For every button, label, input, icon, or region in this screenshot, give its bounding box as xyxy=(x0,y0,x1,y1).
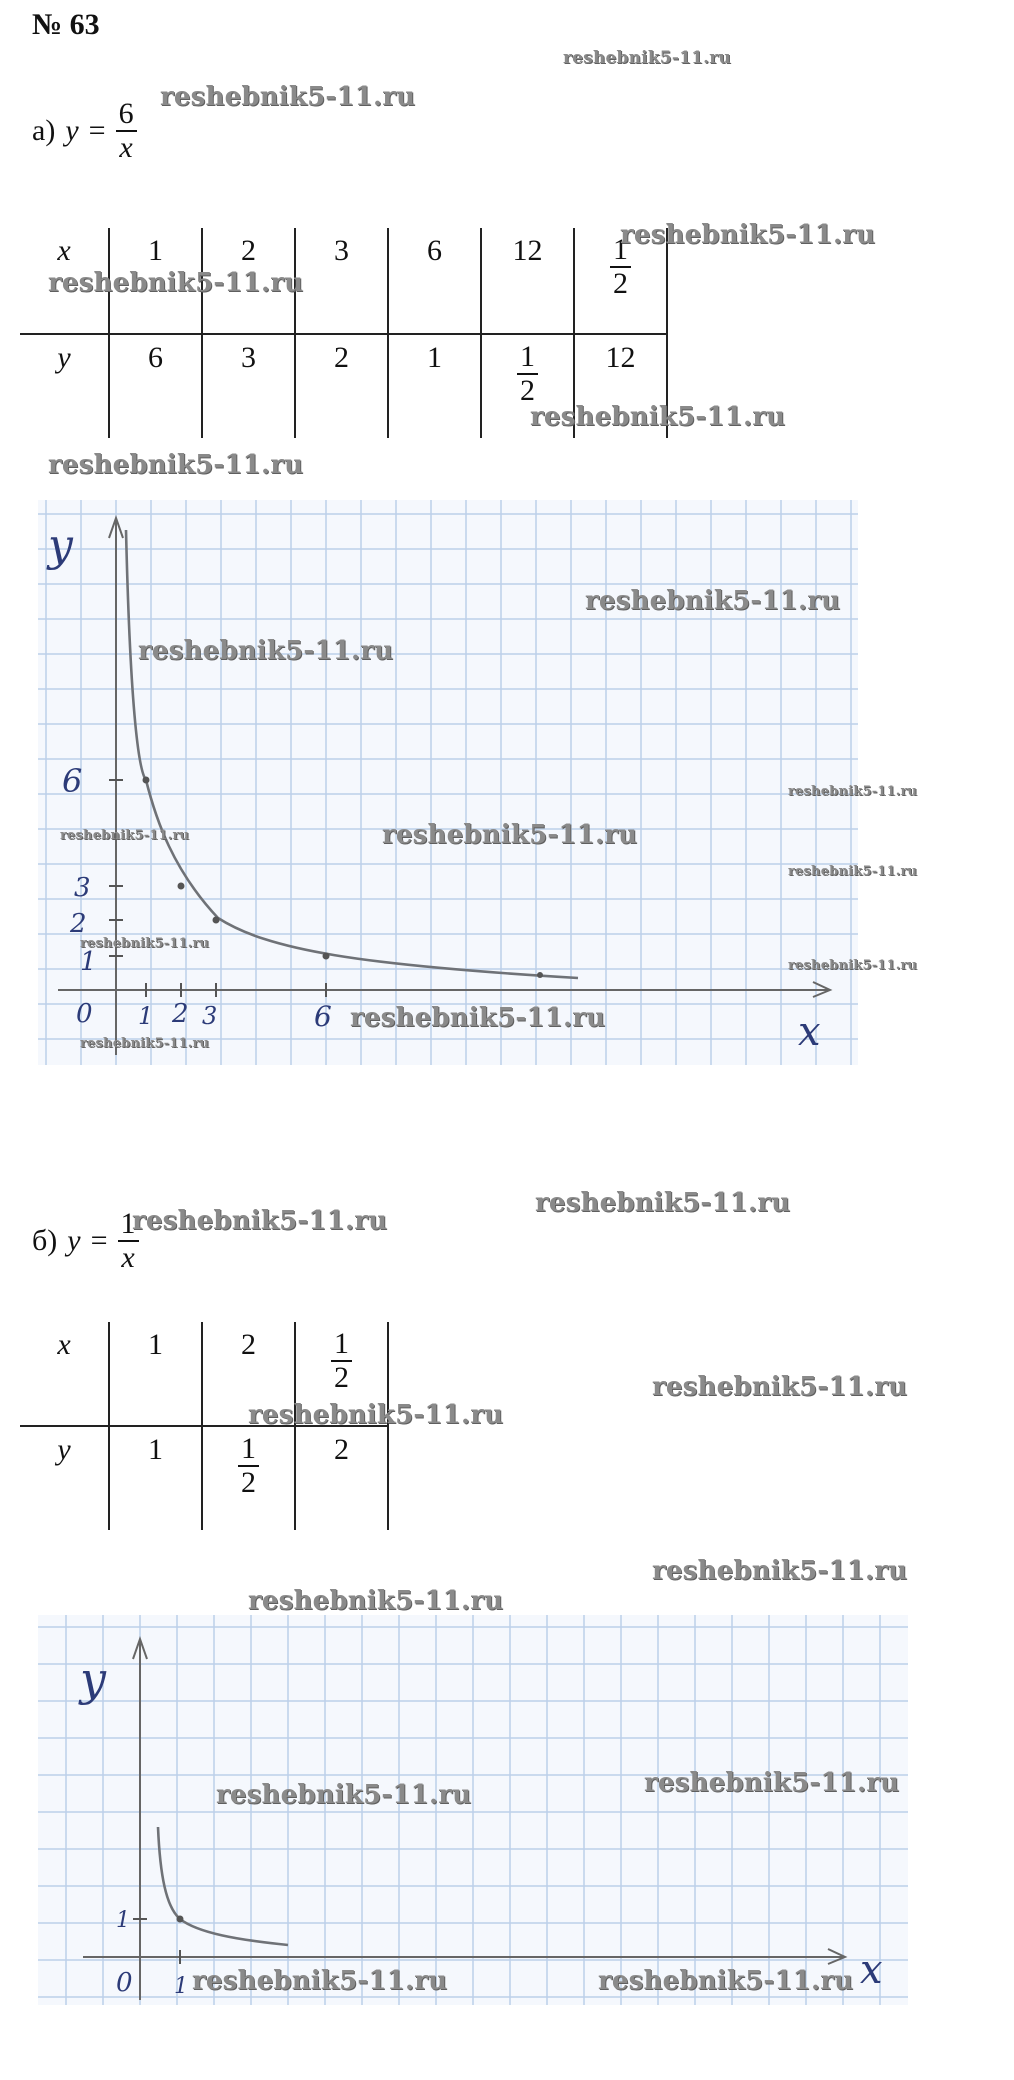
table-a-x-cell: 2 xyxy=(202,228,295,334)
table-a-x-cell: 6 xyxy=(388,228,481,334)
watermark: reshebnik5-11.ru xyxy=(80,936,210,951)
graph-a-y-label: y xyxy=(48,520,73,571)
watermark: reshebnik5-11.ru xyxy=(80,1036,210,1051)
watermark: reshebnik5-11.ru xyxy=(216,1780,472,1810)
table-b-y-header: y xyxy=(57,1433,71,1466)
table-a-y-frac-num: 1 xyxy=(517,341,538,375)
graph-a-origin-label: 0 xyxy=(76,999,93,1029)
formula-a-numerator: 6 xyxy=(116,98,137,132)
formula-a-lhs: y xyxy=(65,113,79,147)
graph-a-x-tick-label: 3 xyxy=(202,1002,218,1030)
watermark: reshebnik5-11.ru xyxy=(535,1188,791,1218)
watermark: reshebnik5-11.ru xyxy=(563,48,731,68)
table-a-y-cell: 6 xyxy=(109,334,202,438)
graph-a xyxy=(38,500,858,1065)
graph-b-x-tick-label: 1 xyxy=(174,1974,188,1999)
table-a-x-header: x xyxy=(20,228,109,334)
graph-a-point xyxy=(143,777,150,784)
graph-a-y-tick-label: 6 xyxy=(62,762,83,800)
watermark: reshebnik5-11.ru xyxy=(788,784,918,799)
graph-a-x-tick-label: 6 xyxy=(314,1000,332,1033)
formula-a-eq: = xyxy=(88,113,106,147)
watermark: reshebnik5-11.ru xyxy=(160,82,416,112)
formula-a-fraction xyxy=(116,98,137,163)
watermark: reshebnik5-11.ru xyxy=(788,864,918,879)
graph-a-x-tick-label: 1 xyxy=(138,1002,154,1030)
graph-a-point xyxy=(537,972,543,978)
table-a-y-header: y xyxy=(57,341,71,374)
table-a-y-cell: 1 xyxy=(388,334,481,438)
table-a-x-frac-num: 1 xyxy=(610,234,631,268)
watermark: reshebnik5-11.ru xyxy=(585,586,841,616)
formula-b-numerator: 1 xyxy=(118,1208,139,1242)
table-a-x-cell: 12 xyxy=(481,228,574,334)
graph-a-x-label: x xyxy=(798,1009,821,1055)
watermark: reshebnik5-11.ru xyxy=(644,1768,900,1798)
graph-a-y-tick-label: 2 xyxy=(70,909,87,939)
watermark: reshebnik5-11.ru xyxy=(350,1003,606,1033)
formula-b xyxy=(32,1208,139,1273)
formula-b-eq: = xyxy=(90,1223,108,1257)
table-a-y-cell: 3 xyxy=(202,334,295,438)
problem-number: № 63 xyxy=(32,8,100,41)
table-b-y-cell: 2 xyxy=(295,1426,388,1530)
watermark: reshebnik5-11.ru xyxy=(132,1206,388,1236)
graph-a-point xyxy=(178,883,185,890)
graph-b-origin-label: 0 xyxy=(116,1968,133,1998)
watermark: reshebnik5-11.ru xyxy=(192,1966,448,1996)
watermark: reshebnik5-11.ru xyxy=(530,402,786,432)
table-a-x-cell: 3 xyxy=(295,228,388,334)
table-b-y-frac-den: 2 xyxy=(241,1465,256,1499)
graph-b xyxy=(38,1615,908,2005)
graph-b-y-label: y xyxy=(80,1652,106,1706)
watermark: reshebnik5-11.ru xyxy=(48,450,304,480)
graph-b-point xyxy=(177,1916,184,1923)
graph-a-x-tick-label: 2 xyxy=(172,999,189,1029)
graph-b-y-tick-label: 1 xyxy=(116,1908,130,1933)
graph-a-point xyxy=(323,953,330,960)
watermark: reshebnik5-11.ru xyxy=(60,828,190,843)
table-a-y-frac-den: 2 xyxy=(520,373,535,407)
watermark: reshebnik5-11.ru xyxy=(620,220,876,250)
formula-a-denominator: x xyxy=(119,130,133,164)
formula-b-denominator: x xyxy=(121,1240,135,1274)
formula-a xyxy=(32,98,137,163)
watermark: reshebnik5-11.ru xyxy=(598,1966,854,1996)
watermark: reshebnik5-11.ru xyxy=(788,958,918,973)
part-b-label: б) xyxy=(32,1223,58,1257)
watermark: reshebnik5-11.ru xyxy=(248,1400,504,1430)
watermark: reshebnik5-11.ru xyxy=(652,1556,908,1586)
table-a-x-frac-den: 2 xyxy=(613,266,628,300)
table-b-x-frac-num: 1 xyxy=(331,1328,352,1362)
watermark: reshebnik5-11.ru xyxy=(48,268,304,298)
table-b-x-cell: 2 xyxy=(202,1322,295,1426)
watermark: reshebnik5-11.ru xyxy=(382,820,638,850)
table-b-x-header: x xyxy=(20,1322,109,1426)
graph-a-y-tick-label: 1 xyxy=(80,947,97,977)
table-b-y-cell: 1 xyxy=(109,1426,202,1530)
table-a-y-cell: 2 xyxy=(295,334,388,438)
graph-a-y-tick-label: 3 xyxy=(74,873,91,903)
part-a-label: а) xyxy=(32,113,56,147)
watermark: reshebnik5-11.ru xyxy=(248,1586,504,1616)
table-b-y-cell xyxy=(202,1426,295,1530)
formula-b-lhs: y xyxy=(67,1223,81,1257)
watermark: reshebnik5-11.ru xyxy=(652,1372,908,1402)
table-b-x-frac-den: 2 xyxy=(334,1360,349,1394)
table-a-y-cell: 12 xyxy=(574,334,667,438)
graph-b-x-label: x xyxy=(860,1947,883,1993)
table-a-x-cell: 1 xyxy=(109,228,202,334)
table-b-x-cell: 1 xyxy=(109,1322,202,1426)
graph-a-point xyxy=(213,917,220,924)
watermark: reshebnik5-11.ru xyxy=(138,636,394,666)
table-b-y-frac-num: 1 xyxy=(238,1433,259,1467)
